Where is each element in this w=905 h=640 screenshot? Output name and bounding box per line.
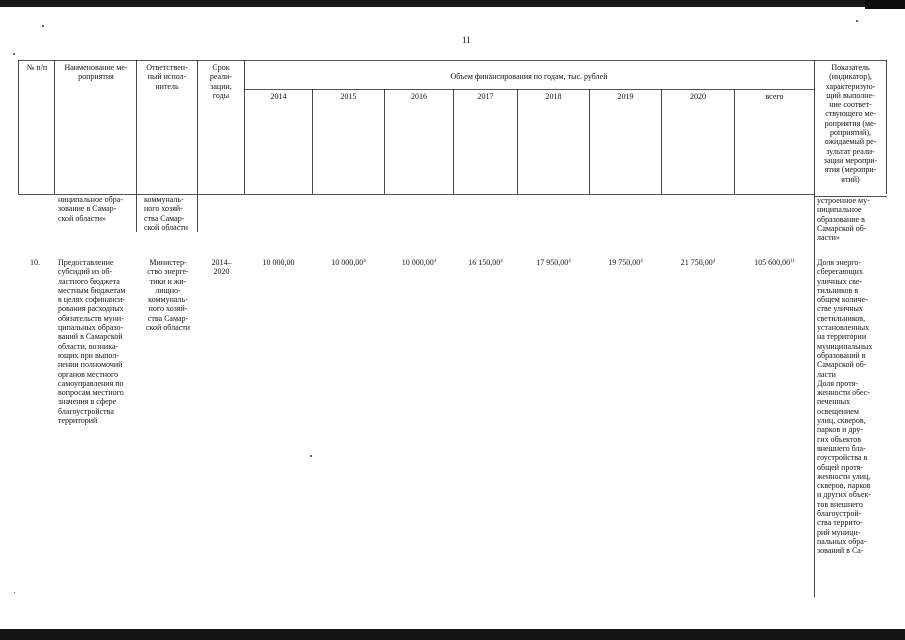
header-year-2017: 2017 bbox=[477, 92, 494, 101]
page-number: 11 bbox=[462, 35, 471, 45]
header-name: Наименование ме- роприятия bbox=[64, 63, 128, 82]
header-year-2018: 2018 bbox=[545, 92, 562, 101]
header-term: Срок реали- зации, годы bbox=[209, 63, 233, 100]
continuation-indicator: устроенное му- ниципальное образование в Самарской об- ласти» bbox=[817, 196, 870, 243]
row-number: 10. bbox=[30, 258, 40, 267]
row-responsible: Министер- ство энерге- тики и жи- лищно- коммуналь- ного хозяй- ства Самар- ской области bbox=[145, 258, 191, 333]
scan-speck bbox=[856, 20, 858, 22]
scan-notch bbox=[865, 0, 905, 9]
scan-border-bottom bbox=[0, 629, 905, 640]
continuation-name: ниципальное обра- зование в Самар- ской области» bbox=[58, 195, 123, 223]
row-value-2019: 19 750,00$^4$ bbox=[608, 258, 643, 267]
row-value-2017: 16 150,00$^4$ bbox=[468, 258, 503, 267]
header-responsible: Ответствен- ный испол- нитель bbox=[146, 63, 188, 91]
header-year-2015: 2015 bbox=[340, 92, 357, 101]
header-year-2020: 2020 bbox=[690, 92, 706, 101]
row-value-2015: 10 000,00$^4$ bbox=[331, 258, 366, 267]
row-value-2014: 10 000,00 bbox=[262, 258, 295, 267]
scan-speck bbox=[14, 592, 15, 593]
header-year-2019: 2019 bbox=[617, 92, 634, 101]
header-indicator: Показатель (индикатор), характеризую- щий выполне- ние соответ- ствующего ме- роприятия (ме- роприятий), ожидаемый ре- зультат реали- зации меропри- ятия (меропри- ятий) bbox=[823, 63, 878, 184]
continuation-responsible: коммуналь- ного хозяй- ства Самар- ской области bbox=[144, 195, 189, 232]
row-value-2018: 17 950,00$^4$ bbox=[536, 258, 571, 267]
row-name: Предоставление субсидий из об- ластного бюджета местным бюджетам в целях софинанси- рования расходных обязательств муни- ципальных образо- ваний в Самарской области, возника- ющих при выпол- нении полномочий органов местного самоуправления по вопросам местного значения в сфере благоустройства территорий bbox=[58, 258, 126, 426]
row-value-total: 105 600,00$^{11}$ bbox=[754, 258, 795, 267]
row-value-2020: 21 750,00$^4$ bbox=[680, 258, 716, 267]
financing-table bbox=[18, 60, 887, 597]
scan-speck bbox=[42, 25, 44, 27]
row-term: 2014– 2020 bbox=[211, 258, 232, 277]
row-indicator: Доля энерго- сберегающих уличных све- тильников в общем количе- стве уличных светильников, установленных на территории муниципальных образований в Самарской об- ласти Доля протя- женности обес- печенных освещением улиц, скверов, парков и дру- гих объектов внешнего бла- гоустройства в общей протя- женности улиц, скверов, парков и других объек- тов внешнего благоустрой- ства террито- рий муници- пальных обра- зований в Са- bbox=[817, 258, 873, 556]
row-value-2016: 10 000,00$^4$ bbox=[401, 258, 437, 267]
scan-speck bbox=[13, 53, 15, 55]
scan-border-top bbox=[0, 0, 905, 7]
header-financing: Объем финансирования по годам, тыс. рублей bbox=[450, 72, 608, 81]
header-year-2014: 2014 bbox=[270, 92, 287, 101]
header-total: всего bbox=[765, 92, 784, 101]
header-year-2016: 2016 bbox=[411, 92, 427, 101]
header-number: № п/п bbox=[26, 63, 48, 72]
